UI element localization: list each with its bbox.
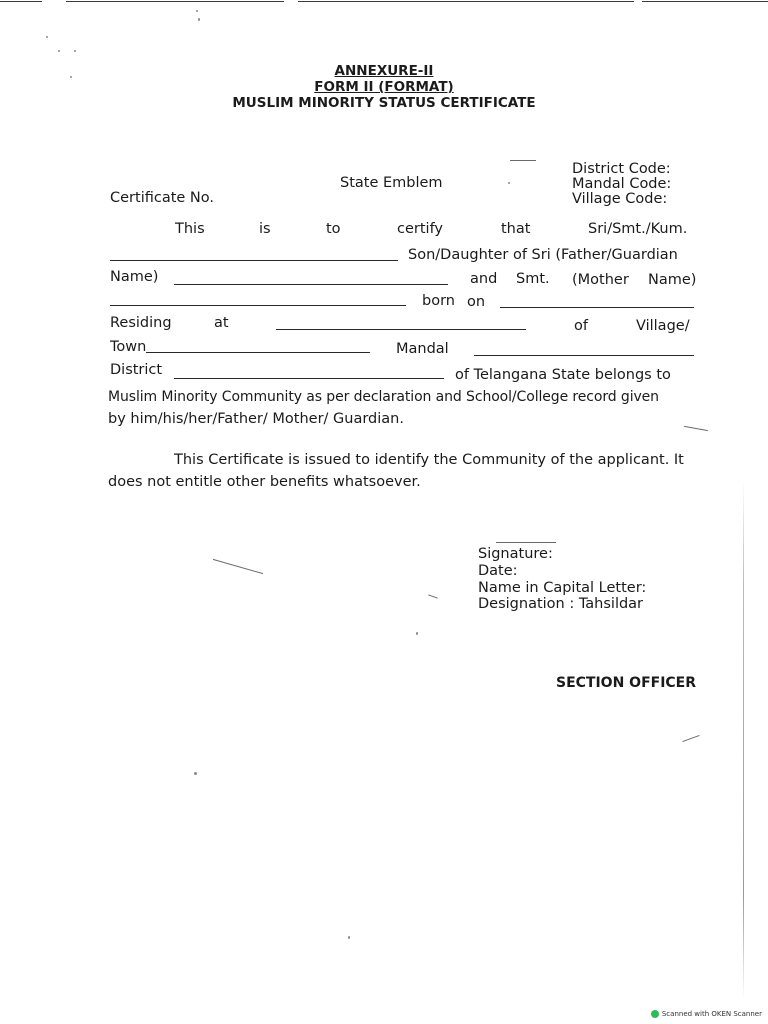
son-daughter-text: Son/Daughter of Sri (Father/Guardian (408, 247, 678, 263)
scan-speck (198, 18, 200, 21)
form-heading: FORM II (FORMAT) (314, 79, 454, 95)
body-word: that (501, 221, 531, 237)
blank-district-line (174, 378, 444, 379)
body-word: to (326, 221, 341, 237)
scan-mark (496, 542, 556, 543)
mother-label: (Mother (572, 272, 629, 288)
village-label: Village/ (636, 318, 690, 334)
scan-mark (684, 426, 708, 431)
body-word: Sri/Smt./Kum. (588, 221, 688, 237)
date-label: Date: (478, 563, 518, 579)
scan-speck (508, 182, 510, 184)
scan-mark (510, 160, 536, 161)
scan-speck (46, 36, 48, 38)
blank-mother-name-line (110, 305, 406, 306)
blank-mandal-line (474, 355, 694, 356)
smt-label: Smt. (516, 271, 550, 287)
blank-dob-line (500, 307, 694, 308)
of-label: of (574, 318, 588, 334)
scan-speck (194, 772, 197, 775)
declaration-text: by him/his/her/Father/ Mother/ Guardian. (108, 411, 404, 427)
state-emblem-label: State Emblem (340, 175, 443, 191)
telangana-text: of Telangana State belongs to (455, 367, 671, 383)
mother-name-label: Name) (648, 272, 697, 288)
scan-speck (74, 50, 76, 52)
district-code-label: District Code: (572, 161, 671, 177)
disclaimer-text: does not entitle other benefits whatsoever. (108, 474, 421, 490)
purpose-text: This Certificate is issued to identify the Community of the applicant. It (174, 452, 684, 468)
blank-town-line (146, 352, 370, 353)
and-label: and (470, 271, 498, 287)
scan-speck (196, 10, 198, 12)
on-label: on (467, 294, 486, 310)
blank-father-name-line (174, 284, 448, 285)
town-label: Town (110, 339, 147, 355)
top-border-line (298, 1, 634, 2)
section-officer-label: SECTION OFFICER (556, 675, 697, 691)
born-label: born (422, 293, 455, 309)
name-capital-label: Name in Capital Letter: (478, 580, 647, 596)
top-border-line (642, 1, 768, 2)
blank-address-line (276, 329, 526, 330)
body-word: This (175, 221, 205, 237)
designation-label: Designation : Tahsildar (478, 596, 644, 612)
scan-speck (348, 936, 350, 939)
community-text: Muslim Minority Community as per declaration and School/College record given (108, 389, 659, 405)
village-code-label: Village Code: (572, 191, 668, 207)
signature-label: Signature: (478, 546, 553, 562)
scan-speck (416, 632, 418, 635)
scan-mark (682, 735, 699, 742)
mandal-label: Mandal (396, 341, 449, 357)
page-edge-shadow (743, 480, 744, 1000)
scanner-text: Scanned with OKEN Scanner (661, 1010, 762, 1018)
top-border-line (66, 1, 284, 2)
scanner-watermark (651, 1010, 762, 1018)
scan-mark (213, 559, 263, 574)
blank-name-line (110, 260, 398, 261)
body-word: certify (397, 221, 443, 237)
mandal-code-label: Mandal Code: (572, 176, 672, 192)
scanner-logo-icon (651, 1010, 659, 1018)
scan-mark (428, 594, 438, 598)
body-word: is (259, 221, 271, 237)
at-label: at (214, 315, 229, 331)
annexure-heading: ANNEXURE-II (334, 63, 434, 79)
name-label: Name) (110, 269, 159, 285)
district-label: District (110, 362, 163, 378)
residing-label: Residing (110, 315, 172, 331)
scan-speck (58, 50, 60, 52)
certificate-no-label: Certificate No. (110, 190, 214, 206)
certificate-title: MUSLIM MINORITY STATUS CERTIFICATE (232, 95, 536, 111)
top-border-line (0, 1, 42, 2)
